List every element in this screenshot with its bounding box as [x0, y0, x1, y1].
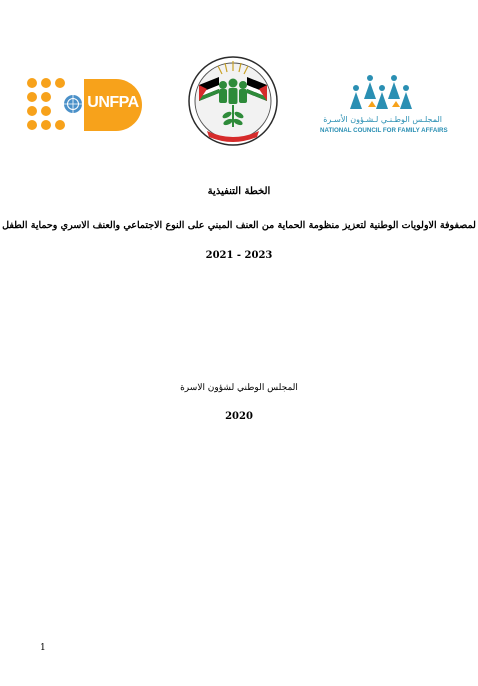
national-emblem [185, 55, 281, 147]
publication-year: 2020 [225, 411, 253, 422]
ncfa-english-name: NATIONAL COUNCIL FOR FAMILY AFFAIRS [320, 127, 448, 134]
plan-title: الخطة التنفيذية [207, 186, 271, 197]
unfpa-logo [26, 77, 142, 133]
council-name: المجلس الوطني لشؤون الاسرة [180, 383, 298, 393]
ncfa-arabic-name: المجلـس الوطـنـي لـشـؤون الأسـرة [323, 115, 442, 124]
plan-years: 2021 - 2023 [205, 250, 273, 261]
page-number: 1 [40, 643, 46, 653]
document-subtitle: لمصفوفة الاولويات الوطنية لتعزيز منظومة الحماية من العنف المبني على النوع الاجتماعي والعنف الاسري وحماية الطفل [2, 220, 476, 231]
ncfa-logo [320, 73, 448, 135]
logos-header [0, 55, 478, 155]
unfpa-wordmark: UNFPA [87, 94, 139, 111]
